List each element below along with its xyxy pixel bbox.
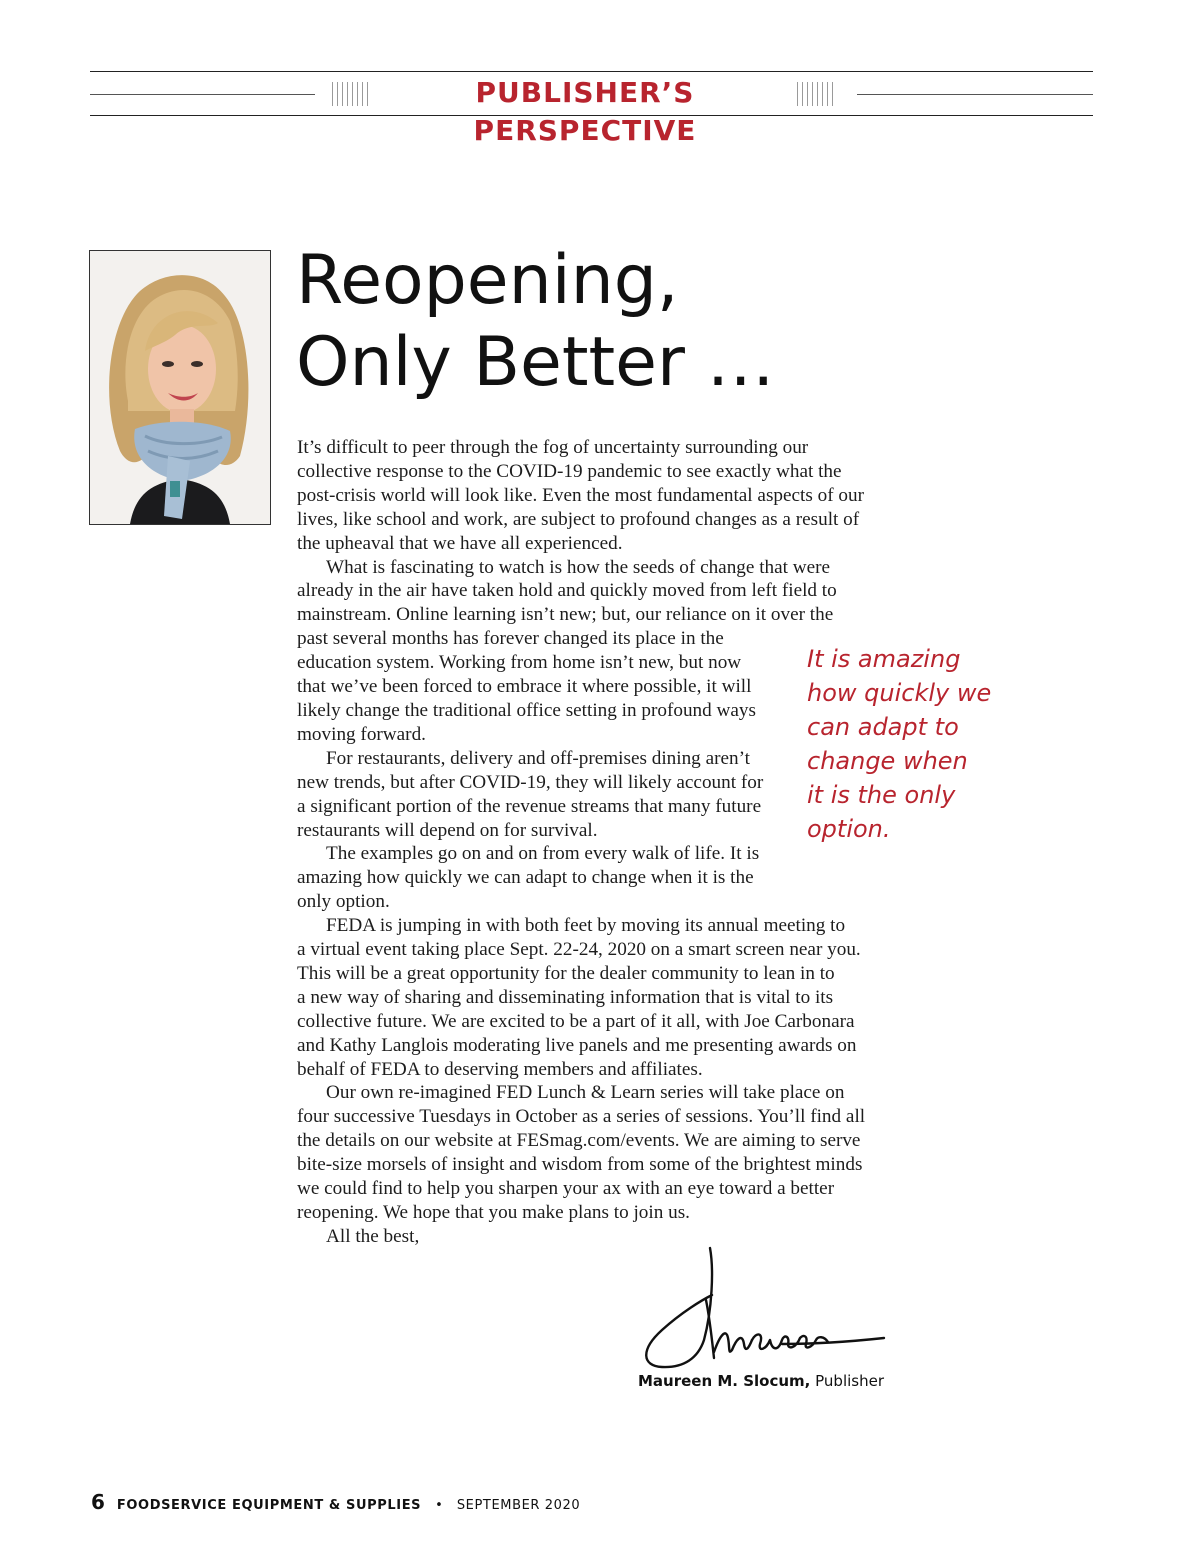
body-line: only option. [297, 891, 390, 913]
body-line: amazing how quickly we can adapt to change when it is the [297, 867, 754, 889]
body-line: collective response to the COVID-19 pandemic to see exactly what the [297, 460, 842, 482]
signature-name: Maureen M. Slocum, [638, 1372, 811, 1390]
section-title: PUBLISHER’S PERSPECTIVE [473, 76, 697, 147]
pull-quote-line: change when [807, 747, 968, 775]
body-line: What is fascinating to watch is how the seeds of change that were [326, 556, 831, 578]
body-line: education system. Working from home isn’t new, but now [297, 652, 742, 674]
body-line: a new way of sharing and disseminating information that is vital to its [297, 986, 834, 1008]
pull-quote [807, 642, 1037, 846]
body-line: behalf of FEDA to deserving members and affiliates. [297, 1058, 703, 1080]
pull-quote-line: how quickly we [807, 679, 992, 707]
body-line: bite-size morsels of insight and wisdom from some of the brightest minds [297, 1154, 863, 1176]
body-line: collective future. We are excited to be a part of it all, with Joe Carbonara [297, 1010, 855, 1032]
handwritten-signature [632, 1240, 892, 1375]
body-line: All the best, [326, 1225, 420, 1247]
pull-quote-line: it is the only [807, 781, 956, 809]
pull-quote-line: It is amazing [807, 645, 961, 673]
body-line: restaurants will depend on for survival. [297, 819, 598, 841]
body-line: a significant portion of the revenue streams that many future [297, 795, 762, 817]
body-line: FEDA is jumping in with both feet by moving its annual meeting to [326, 915, 846, 937]
issue-date: SEPTEMBER 2020 [456, 1498, 581, 1513]
body-line: reopening. We hope that you make plans to join us. [297, 1202, 690, 1223]
body-line: and Kathy Langlois moderating live panels and me presenting awards on [297, 1034, 857, 1056]
body-line: that we’ve been forced to embrace it where possible, it will [297, 676, 752, 698]
body-line: moving forward. [297, 723, 426, 745]
headline [296, 240, 856, 404]
signature-caption [638, 1372, 884, 1390]
body-line: lives, like school and work, are subject to profound changes as a result of [297, 508, 860, 530]
body-line: It’s difficult to peer through the fog of uncertainty surrounding our [297, 437, 809, 458]
header-rule-right [857, 94, 1093, 95]
body-line: the details on our website at FESmag.com/events. We are aiming to serve [297, 1130, 861, 1152]
body-line: This will be a great opportunity for the dealer community to lean in to [297, 962, 835, 984]
body-line: we could find to help you sharpen your ax with an eye toward a better [297, 1178, 835, 1200]
headline-line-2: Only Better … [296, 323, 775, 402]
pull-quote-line: can adapt to [807, 713, 959, 741]
body-line: four successive Tuesdays in October as a series of sessions. You’ll find all [297, 1106, 866, 1128]
body-line: Our own re-imagined FED Lunch & Learn series will take place on [326, 1082, 845, 1104]
header-rule-left [90, 94, 315, 95]
header-tick-marks-left [332, 82, 368, 106]
footer-separator: • [435, 1498, 443, 1513]
body-line: post-crisis world will look like. Even the most fundamental aspects of our [297, 484, 864, 506]
header-rule-bottom [90, 115, 1093, 116]
body-line: the upheaval that we have all experienced. [297, 532, 623, 554]
body-line: past several months has forever changed its place in the [297, 628, 724, 650]
article-body [297, 436, 865, 1249]
signature-title: Publisher [810, 1372, 885, 1390]
body-line: For restaurants, delivery and off-premises dining aren’t [326, 747, 750, 769]
body-line: likely change the traditional office setting in profound ways [297, 699, 756, 721]
body-line: new trends, but after COVID-19, they will likely account for [297, 771, 764, 793]
body-line: a virtual event taking place Sept. 22-24, 2020 on a smart screen near you. [297, 939, 861, 961]
body-line: already in the air have taken hold and quickly moved from left field to [297, 580, 837, 602]
page-number: 6 [91, 1490, 105, 1514]
pull-quote-line: option. [807, 815, 891, 843]
headline-line-1: Reopening, [296, 241, 679, 320]
page-footer [91, 1490, 580, 1514]
header-tick-marks-right [797, 82, 833, 106]
body-line: The examples go on and on from every walk of life. It is [326, 843, 760, 865]
body-line: mainstream. Online learning isn’t new; but, our reliance on it over the [297, 604, 834, 626]
author-portrait [89, 250, 271, 525]
publication-name: FOODSERVICE EQUIPMENT & SUPPLIES [116, 1498, 422, 1513]
header-rule-top [90, 71, 1093, 72]
